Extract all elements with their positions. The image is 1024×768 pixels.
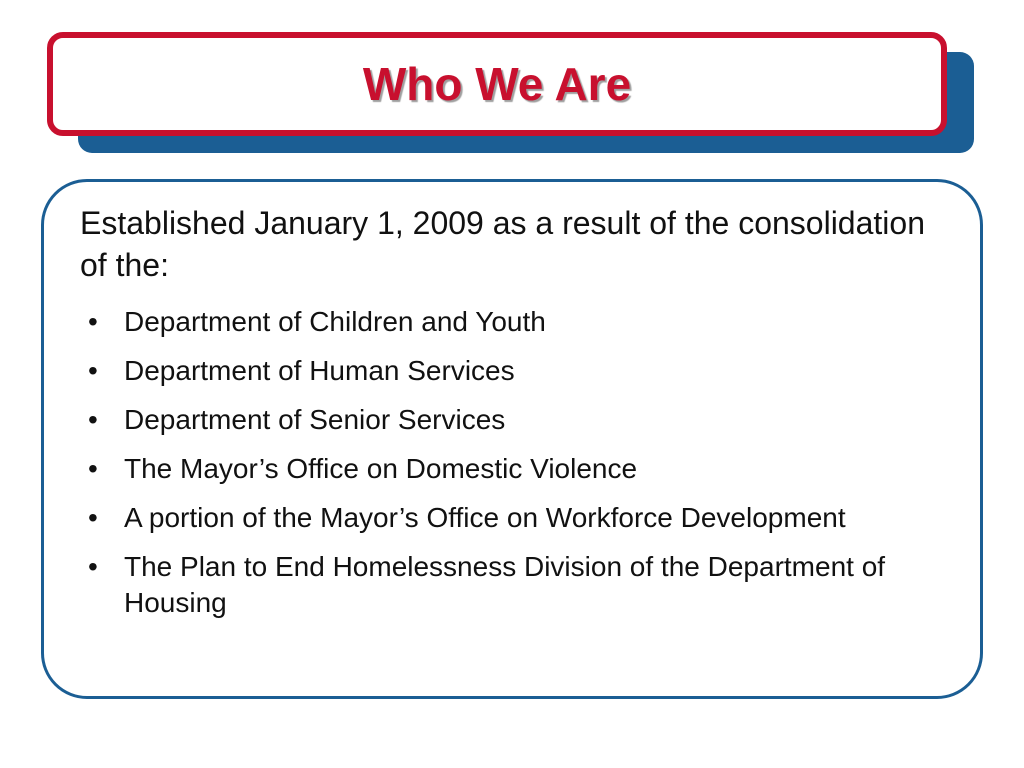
bullet-text: A portion of the Mayor’s Office on Workforce Development [124,502,846,533]
bullet-item [88,451,908,487]
bullet-text: Department of Children and Youth [124,306,546,337]
bullet-item [88,304,908,340]
bullet-icon: • [88,502,98,533]
bullet-list [88,304,908,634]
bullet-icon: • [88,453,98,484]
slide-title: Who We Are [362,58,632,110]
bullet-text: The Mayor’s Office on Domestic Violence [124,453,638,484]
bullet-icon: • [88,404,98,435]
bullet-item [88,402,908,438]
bullet-item [88,549,908,621]
title-box [47,32,947,136]
bullet-text: The Plan to End Homelessness Division of the Department of Housing [124,551,886,618]
bullet-icon: • [88,355,98,386]
bullet-icon: • [88,551,98,582]
bullet-item [88,353,908,389]
bullet-item [88,500,908,536]
bullet-text: Department of Human Services [124,355,515,386]
intro-text: Established January 1, 2009 as a result of the consolidation of the: [80,205,925,283]
bullet-icon: • [88,306,98,337]
bullet-text: Department of Senior Services [124,404,506,435]
